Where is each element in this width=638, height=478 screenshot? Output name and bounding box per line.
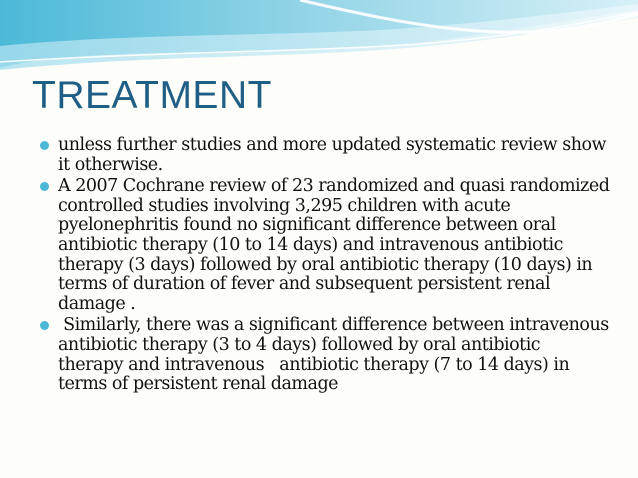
- bullet-item: [38, 176, 615, 314]
- slide-title: TREATMENT: [32, 74, 272, 117]
- bullet-text: Similarly, there was a significant difference between intravenous antibiotic therapy (3 to 4 days) followed by oral antibiotic therapy and intravenous antibiotic therapy (7 to 14 days) in terms of persistent renal damage: [58, 315, 614, 395]
- bullet-text: unless further studies and more updated systematic review show it otherwise.: [58, 135, 612, 175]
- bullet-item: [38, 136, 610, 175]
- bullet-dot-icon: [40, 182, 49, 191]
- bullet-list: [38, 135, 615, 397]
- bullet-text: A 2007 Cochrane review of 23 randomized and quasi randomized controlled studies involving 3,295 children with acute pyelonephritis found no significant difference between oral antibiotic therapy (10 to 14 days) and intravenous antibiotic therapy (3 days) followed by oral antibiotic therapy (10 days) in terms of duration of fever and subsequent persistent renal damage .: [58, 176, 615, 314]
- bullet-item: [38, 315, 614, 395]
- bullet-dot-icon: [40, 321, 49, 330]
- bullet-dot-icon: [40, 141, 49, 150]
- header-wave-decoration: [0, 0, 638, 80]
